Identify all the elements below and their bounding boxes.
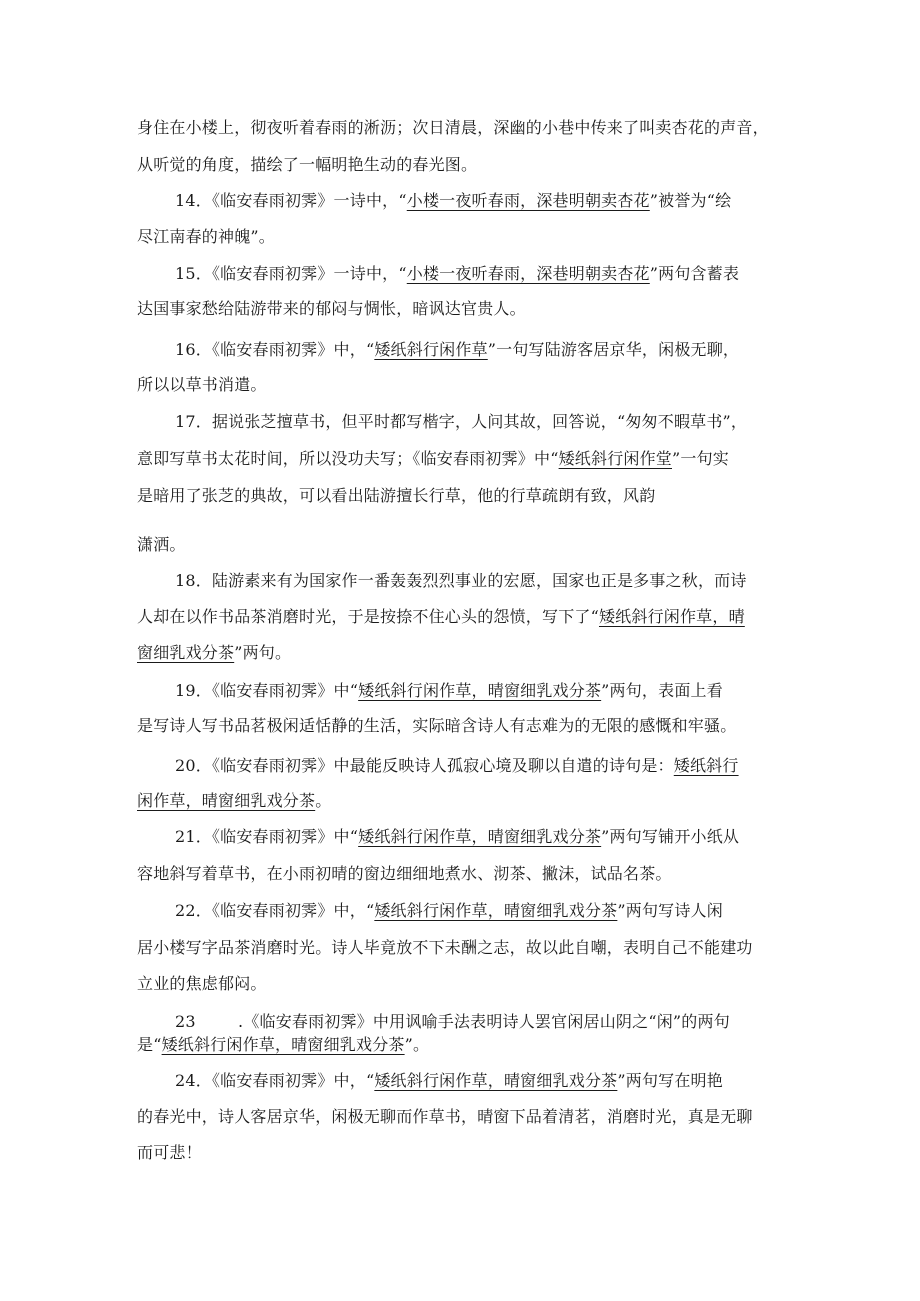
text-line bbox=[137, 375, 267, 395]
text-segment: 人却在以作书品茶消磨时光，于是按捺不住心头的怨愤，写下了“ bbox=[137, 607, 599, 626]
underlined-answer: 矮纸斜行 bbox=[673, 756, 739, 775]
text-line bbox=[175, 191, 731, 211]
text-segment: 24．《临安春雨初霁》中，“ bbox=[175, 1071, 375, 1090]
underlined-answer: 矮纸斜行闲作草，晴窗细乳戏分茶 bbox=[358, 827, 602, 846]
text-segment: ”。 bbox=[404, 1035, 430, 1054]
text-line bbox=[175, 1071, 723, 1091]
text-line bbox=[137, 643, 291, 663]
text-segment: 达国事家愁给陆游带来的郁闷与惆怅，暗讽达官贵人。 bbox=[137, 299, 526, 318]
text-segment: 而可悲！ bbox=[137, 1143, 202, 1162]
text-segment: 21．《临安春雨初霁》中“ bbox=[175, 827, 359, 846]
text-line bbox=[137, 607, 745, 627]
text-segment: ”两句，表面上看 bbox=[601, 681, 723, 700]
text-segment: 。 bbox=[315, 791, 332, 810]
text-segment: ”两句。 bbox=[234, 643, 292, 662]
text-line bbox=[137, 449, 729, 469]
text-line bbox=[175, 412, 747, 432]
text-segment: 身住在小楼上，彻夜听着春雨的淅沥；次日清晨，深幽的小巷中传来了叫卖杏花的声音， bbox=[137, 118, 769, 137]
text-segment: 18．陆游素来有为国家作一番轰轰烈烈事业的宏愿，国家也正是多事之秋，而诗 bbox=[175, 571, 747, 590]
text-line bbox=[137, 155, 477, 175]
text-segment: 是暗用了张芝的典故，可以看出陆游擅长行草，他的行草疏朗有致，风韵 bbox=[137, 486, 656, 505]
text-line bbox=[137, 1143, 202, 1163]
text-line bbox=[175, 756, 739, 776]
underlined-answer: 小楼一夜听春雨，深巷明朝卖杏花 bbox=[406, 191, 650, 210]
text-line bbox=[175, 1012, 730, 1032]
text-segment: 23 .《临安春雨初霁》中用讽喻手法表明诗人罢官闲居山阴之“闲”的两句 bbox=[175, 1012, 730, 1031]
text-segment: 潇洒。 bbox=[137, 535, 186, 554]
text-line bbox=[137, 864, 672, 884]
text-line bbox=[137, 535, 186, 555]
text-segment: 居小楼写字品茶消磨时光。诗人毕竟放不下未酬之志，故以此自嘲，表明自己不能建功 bbox=[137, 938, 753, 957]
text-segment: 14．《临安春雨初霁》一诗中，“ bbox=[175, 191, 407, 210]
text-segment: 16．《临安春雨初霁》中，“ bbox=[175, 340, 375, 359]
text-segment: ”两句写铺开小纸从 bbox=[601, 827, 740, 846]
text-line bbox=[137, 118, 769, 138]
underlined-answer: 闲作草，晴窗细乳戏分茶 bbox=[137, 791, 316, 810]
text-segment: 意即写草书太花时间，所以没功夫写；《临安春雨初霁》中“ bbox=[137, 449, 559, 468]
text-segment: 立业的焦虑郁闷。 bbox=[137, 974, 267, 993]
text-segment: 22．《临安春雨初霁》中，“ bbox=[175, 901, 375, 920]
text-segment: 是写诗人写书品茗极闲适恬静的生活，实际暗含诗人有志难为的无限的感慨和牢骚。 bbox=[137, 716, 737, 735]
text-line bbox=[175, 571, 747, 591]
text-segment: ”两句写在明艳 bbox=[617, 1071, 723, 1090]
text-line bbox=[137, 974, 267, 994]
text-segment: 从听觉的角度，描绘了一幅明艳生动的春光图。 bbox=[137, 155, 478, 174]
text-line bbox=[175, 681, 723, 701]
text-segment: ”两句含蓄表 bbox=[649, 264, 740, 283]
underlined-answer: 小楼一夜听春雨，深巷明朝卖杏花 bbox=[406, 264, 650, 283]
text-segment: 尽江南春的神魄”。 bbox=[137, 227, 275, 246]
text-line bbox=[137, 791, 331, 811]
text-segment: 的春光中，诗人客居京华，闲极无聊而作草书，晴窗下品着清茗，消磨时光，真是无聊 bbox=[137, 1107, 753, 1126]
text-line bbox=[137, 938, 753, 958]
text-line bbox=[175, 264, 739, 284]
underlined-answer: 矮纸斜行闲作草，晴 bbox=[598, 607, 745, 626]
text-segment: 17．据说张芝擅草书，但平时都写楷字，人问其故，回答说，“匆匆不暇草书”， bbox=[175, 412, 748, 431]
text-segment: 是“ bbox=[137, 1035, 162, 1054]
text-line bbox=[137, 1035, 429, 1055]
underlined-answer: 矮纸斜行闲作堂 bbox=[558, 449, 672, 468]
underlined-answer: 矮纸斜行闲作草，晴窗细乳戏分茶 bbox=[374, 901, 618, 920]
text-line bbox=[137, 486, 655, 506]
text-segment: 所以以草书消遣。 bbox=[137, 375, 267, 394]
text-line bbox=[175, 901, 723, 921]
text-segment: ”一句写陆游客居京华，闲极无聊， bbox=[487, 340, 740, 359]
underlined-answer: 矮纸斜行闲作草，晴窗细乳戏分茶 bbox=[358, 681, 602, 700]
text-segment: 19．《临安春雨初霁》中“ bbox=[175, 681, 359, 700]
text-segment: 15．《临安春雨初霁》一诗中，“ bbox=[175, 264, 407, 283]
text-segment: ”一句实 bbox=[672, 449, 729, 468]
text-segment: ”被誉为“绘 bbox=[649, 191, 732, 210]
underlined-answer: 矮纸斜行闲作草，晴窗细乳戏分茶 bbox=[161, 1035, 405, 1054]
text-line bbox=[137, 299, 526, 319]
underlined-answer: 窗细乳戏分茶 bbox=[137, 643, 235, 662]
text-segment: ”两句写诗人闲 bbox=[617, 901, 723, 920]
text-line bbox=[137, 1107, 753, 1127]
text-line bbox=[137, 227, 275, 247]
underlined-answer: 矮纸斜行闲作草 bbox=[374, 340, 488, 359]
text-segment: 20．《临安春雨初霁》中最能反映诗人孤寂心境及聊以自遣的诗句是： bbox=[175, 756, 674, 775]
text-line bbox=[175, 827, 739, 847]
underlined-answer: 矮纸斜行闲作草，晴窗细乳戏分茶 bbox=[374, 1071, 618, 1090]
text-segment: 容地斜写着草书，在小雨初晴的窗边细细地煮水、沏茶、撇沫，试品名茶。 bbox=[137, 864, 672, 883]
text-line bbox=[137, 716, 736, 736]
text-line bbox=[175, 340, 739, 360]
